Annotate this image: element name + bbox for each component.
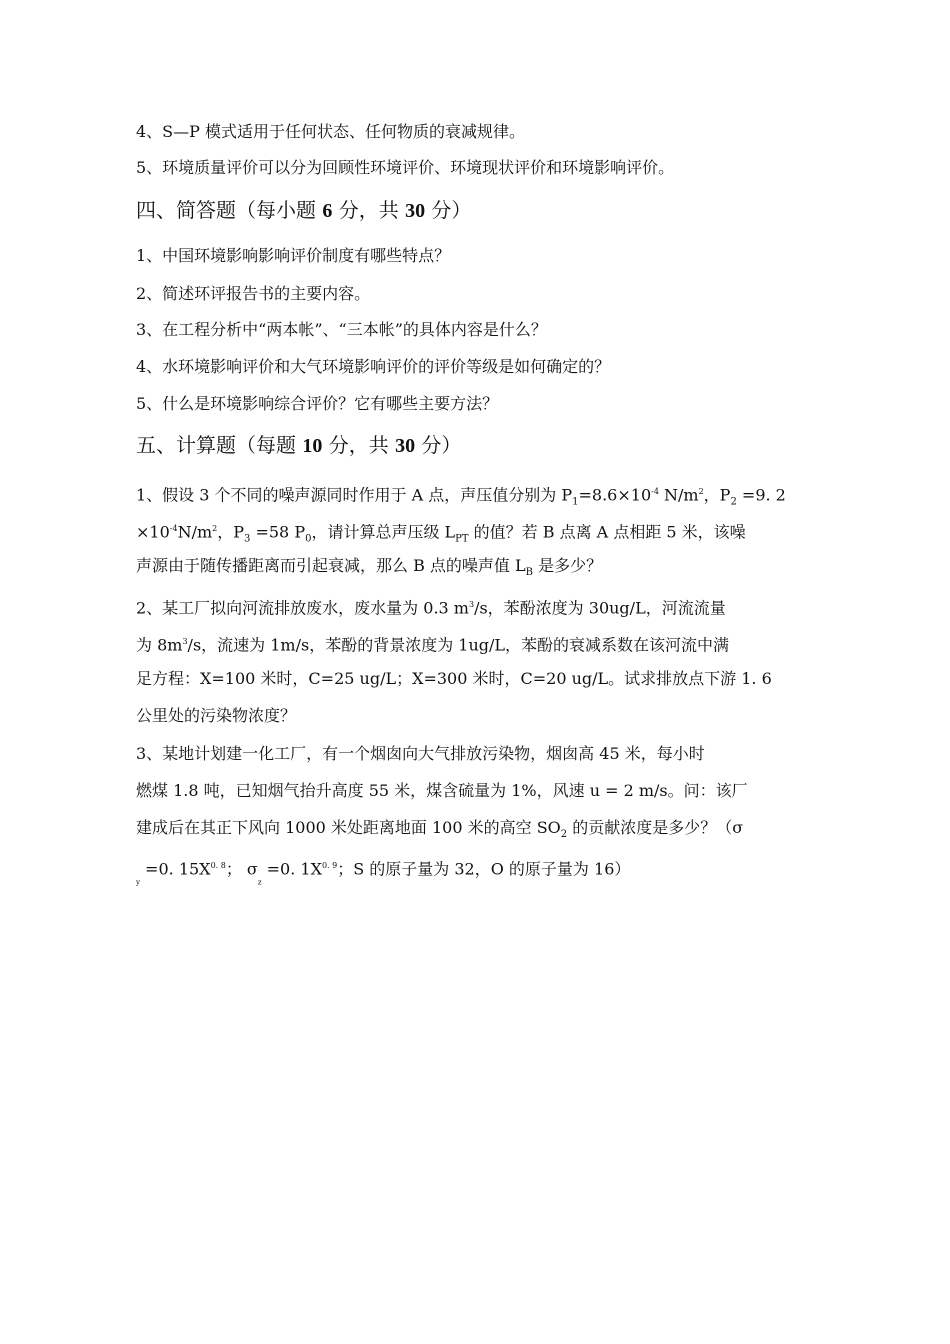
short-answer-item-2: 2、简述环评报告书的主要内容。	[136, 284, 371, 303]
calc-q3-line-3: 建成后在其正下风向 1000 米处距离地面 100 米的高空 $SO_2$ 的贡献浓度是多少？（σ	[136, 818, 744, 841]
calc-q2-line-3: 足方程：X=100 米时，C=25 ug/L；X=300 米时，C=20 ug/L。试求排放点下游 1. 6	[136, 669, 772, 688]
calc-q1-line-1: 1、假设 3 个不同的噪声源同时作用于 A 点，声压值分别为 $P_1=8.6\times 10^{-4}$ $N/m^2$，$P_2 =9$. 2	[136, 485, 786, 508]
calc-q3-line-4: $_y$ =0. $15X^{0. 8}$； $\sigma_z =0$. $1X^{0. 9}$；S 的原子量为 32，O 的原子量为 16）	[136, 859, 631, 887]
judgment-item-4: 4、S—P 模式适用于任何状态、任何物质的衰减规律。	[136, 122, 525, 141]
calc-q2-line-1: 2、某工厂拟向河流排放废水，废水量为 0.3 $m^3/s$，苯酚浓度为 30ug/L，河流流量	[136, 598, 726, 618]
calc-q3-line-2: 燃煤 1.8 吨，已知烟气抬升高度 55 米，煤含硫量为 1%，风速 u = 2 m/s。问：该厂	[136, 781, 748, 800]
section-5-heading: 五、计算题（每题 10 分，共 30 分）	[136, 433, 462, 457]
calc-q2-line-4: 公里处的污染物浓度？	[136, 706, 297, 725]
calc-q3-line-1: 3、某地计划建一化工厂，有一个烟囱向大气排放污染物，烟囱高 45 米，每小时	[136, 744, 705, 763]
calc-q1-line-3: 声源由于随传播距离而引起衰减，那么 B 点的噪声值 $L_B$ 是多少？	[136, 556, 603, 579]
section-4-heading: 四、简答题（每小题 6 分，共 30 分）	[136, 198, 472, 222]
short-answer-item-4: 4、水环境影响评价和大气环境影响评价的评价等级是如何确定的？	[136, 357, 611, 376]
judgment-item-5: 5、环境质量评价可以分为回顾性环境评价、环境现状评价和环境影响评价。	[136, 158, 675, 177]
short-answer-item-5: 5、什么是环境影响综合评价？它有哪些主要方法？	[136, 394, 499, 413]
calc-q2-line-2: 为 $8m^3/s$，流速为 1m/s，苯酚的背景浓度为 1ug/L，苯酚的衰减系数在该河流中满	[136, 635, 730, 655]
short-answer-item-1: 1、中国环境影响影响评价制度有哪些特点？	[136, 246, 451, 265]
short-answer-item-3: 3、在工程分析中“两本帐”、“三本帐”的具体内容是什么？	[136, 320, 547, 339]
calc-q1-line-2: $\times 10^{-4}N/m^2$，$P_3 =58$ $P_0$，请计算总声压级 $L_{PT}$ 的值？若 B 点离 A 点相距 5 米，该噪	[136, 522, 746, 545]
